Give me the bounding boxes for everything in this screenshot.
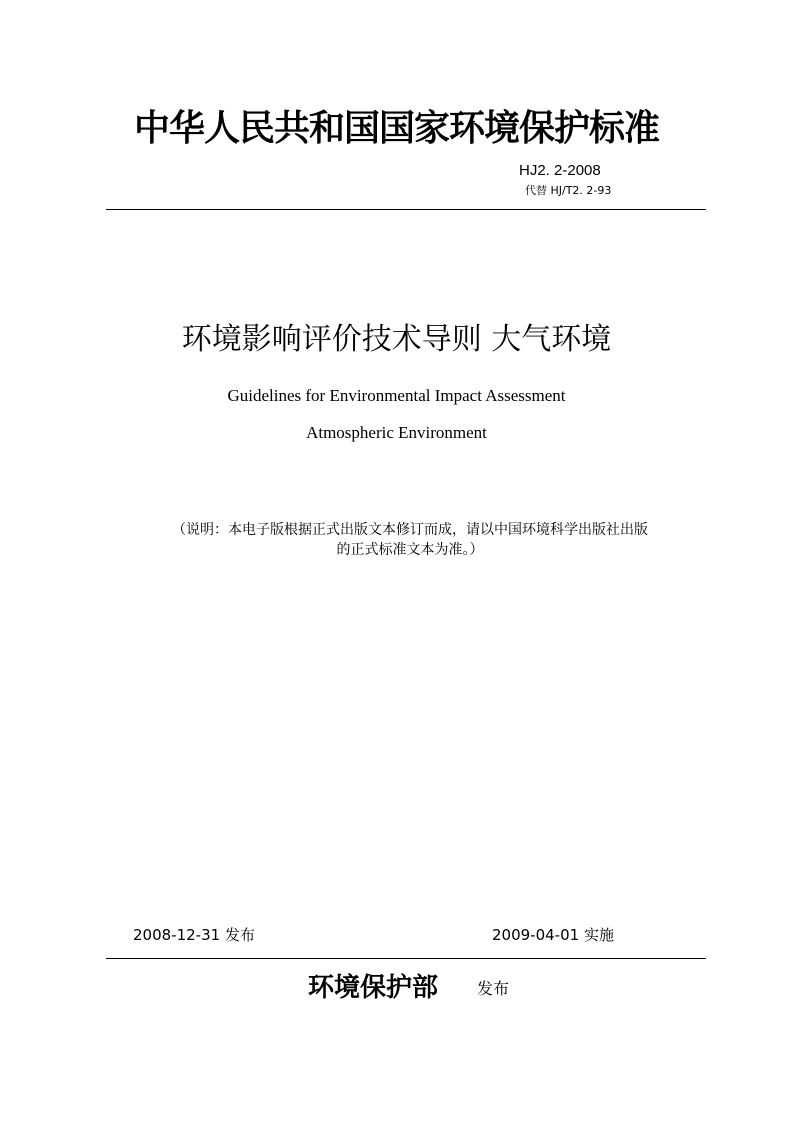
title-english-line1: Guidelines for Environmental Impact Assessment <box>227 386 566 405</box>
replaces-code: 代替 HJ/T2. 2-93 <box>525 184 612 197</box>
note-line1: （说明：本电子版根据正式出版文本修订而成，请以中国环境科学出版社出版 <box>172 522 648 538</box>
note-line2: 的正式标准文本为准。） <box>336 542 484 558</box>
effective-date: 2009-04-01 实施 <box>492 926 614 944</box>
title-chinese: 环境影响评价技术导则 大气环境 <box>181 322 612 357</box>
publish-label: 发布 <box>477 979 510 998</box>
header-divider <box>106 209 706 210</box>
standard-name: 中华人民共和国国家环境保护标准 <box>133 107 659 149</box>
title-english-line2: Atmospheric Environment <box>306 423 487 442</box>
publisher-name: 环境保护部 <box>308 973 439 1003</box>
footer-divider <box>106 958 706 959</box>
standard-code: HJ2. 2-2008 <box>519 162 601 179</box>
release-date: 2008-12-31 发布 <box>133 926 255 944</box>
